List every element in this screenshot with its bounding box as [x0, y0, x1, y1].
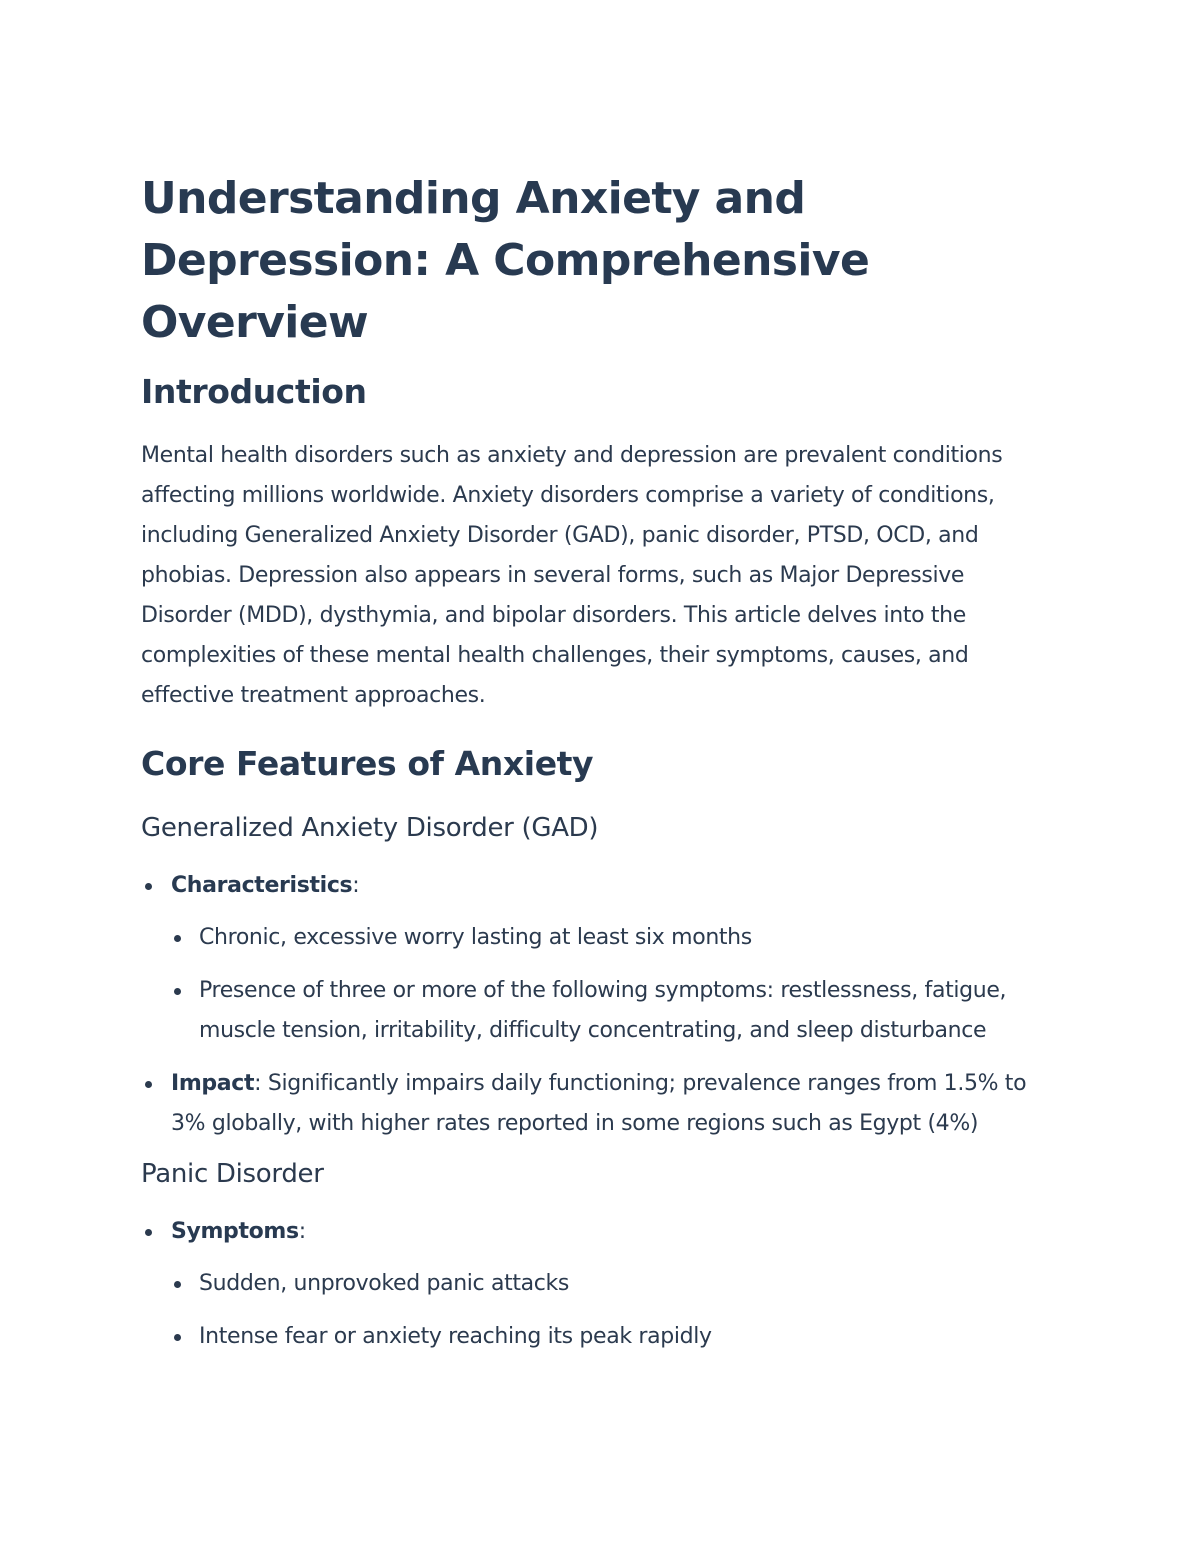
impact-label: Impact [171, 1071, 255, 1096]
list-item [171, 1264, 1061, 1304]
impact-text: Significantly impairs daily functioning; prevalence ranges from 1.5% to 3% globally, with higher rates reported in some regions such as Egypt (4%) [171, 1071, 1027, 1136]
characteristics-sublist [171, 918, 1061, 1051]
list-item [141, 1212, 1061, 1357]
label-colon: : [352, 873, 360, 898]
introduction-heading: Introduction [141, 372, 367, 411]
gad-heading: Generalized Anxiety Disorder (GAD) [141, 813, 599, 843]
gad-list [141, 866, 1061, 1144]
panic-disorder-heading: Panic Disorder [141, 1159, 324, 1189]
bullet-icon [174, 935, 181, 942]
label-colon: : [254, 1071, 262, 1096]
list-item [141, 866, 1061, 1051]
bullet-icon [174, 1281, 181, 1288]
characteristic-text: Chronic, excessive worry lasting at least six months [199, 925, 752, 950]
label-colon: : [298, 1219, 306, 1244]
list-item [171, 1317, 1061, 1357]
bullet-icon [145, 1229, 152, 1236]
symptoms-label: Symptoms [171, 1219, 299, 1244]
panic-list [141, 1212, 1061, 1357]
symptom-text: Sudden, unprovoked panic attacks [199, 1271, 570, 1296]
list-item [141, 1064, 1061, 1144]
bullet-icon [145, 1081, 152, 1088]
core-features-heading: Core Features of Anxiety [141, 744, 594, 783]
introduction-paragraph: Mental health disorders such as anxiety and depression are prevalent conditions affecting millions worldwide. Anxiety disorders comprise a variety of conditions, including Generalized Anxiety Disorder (GAD), panic disorder, PTSD, OCD, and phobias. Depression also appears in several forms, such as Major Depressive Disorder (MDD), dysthymia, and bipolar disorders. This article delves into the complexities of these mental health challenges, their symptoms, causes, and effective treatment approaches. [141, 443, 1003, 708]
document-page [141, 168, 1061, 1357]
characteristic-text: Presence of three or more of the following symptoms: restlessness, fatigue, muscle tension, irritability, difficulty concentrating, and sleep disturbance [199, 978, 1007, 1043]
bullet-icon [174, 988, 181, 995]
list-item [171, 971, 1061, 1051]
symptom-text: Intense fear or anxiety reaching its peak rapidly [199, 1324, 712, 1349]
characteristics-label: Characteristics [171, 873, 353, 898]
document-title: Understanding Anxiety and Depression: A Comprehensive Overview [141, 173, 870, 348]
symptoms-sublist [171, 1264, 1061, 1357]
list-item [171, 918, 1061, 958]
bullet-icon [145, 883, 152, 890]
bullet-icon [174, 1334, 181, 1341]
